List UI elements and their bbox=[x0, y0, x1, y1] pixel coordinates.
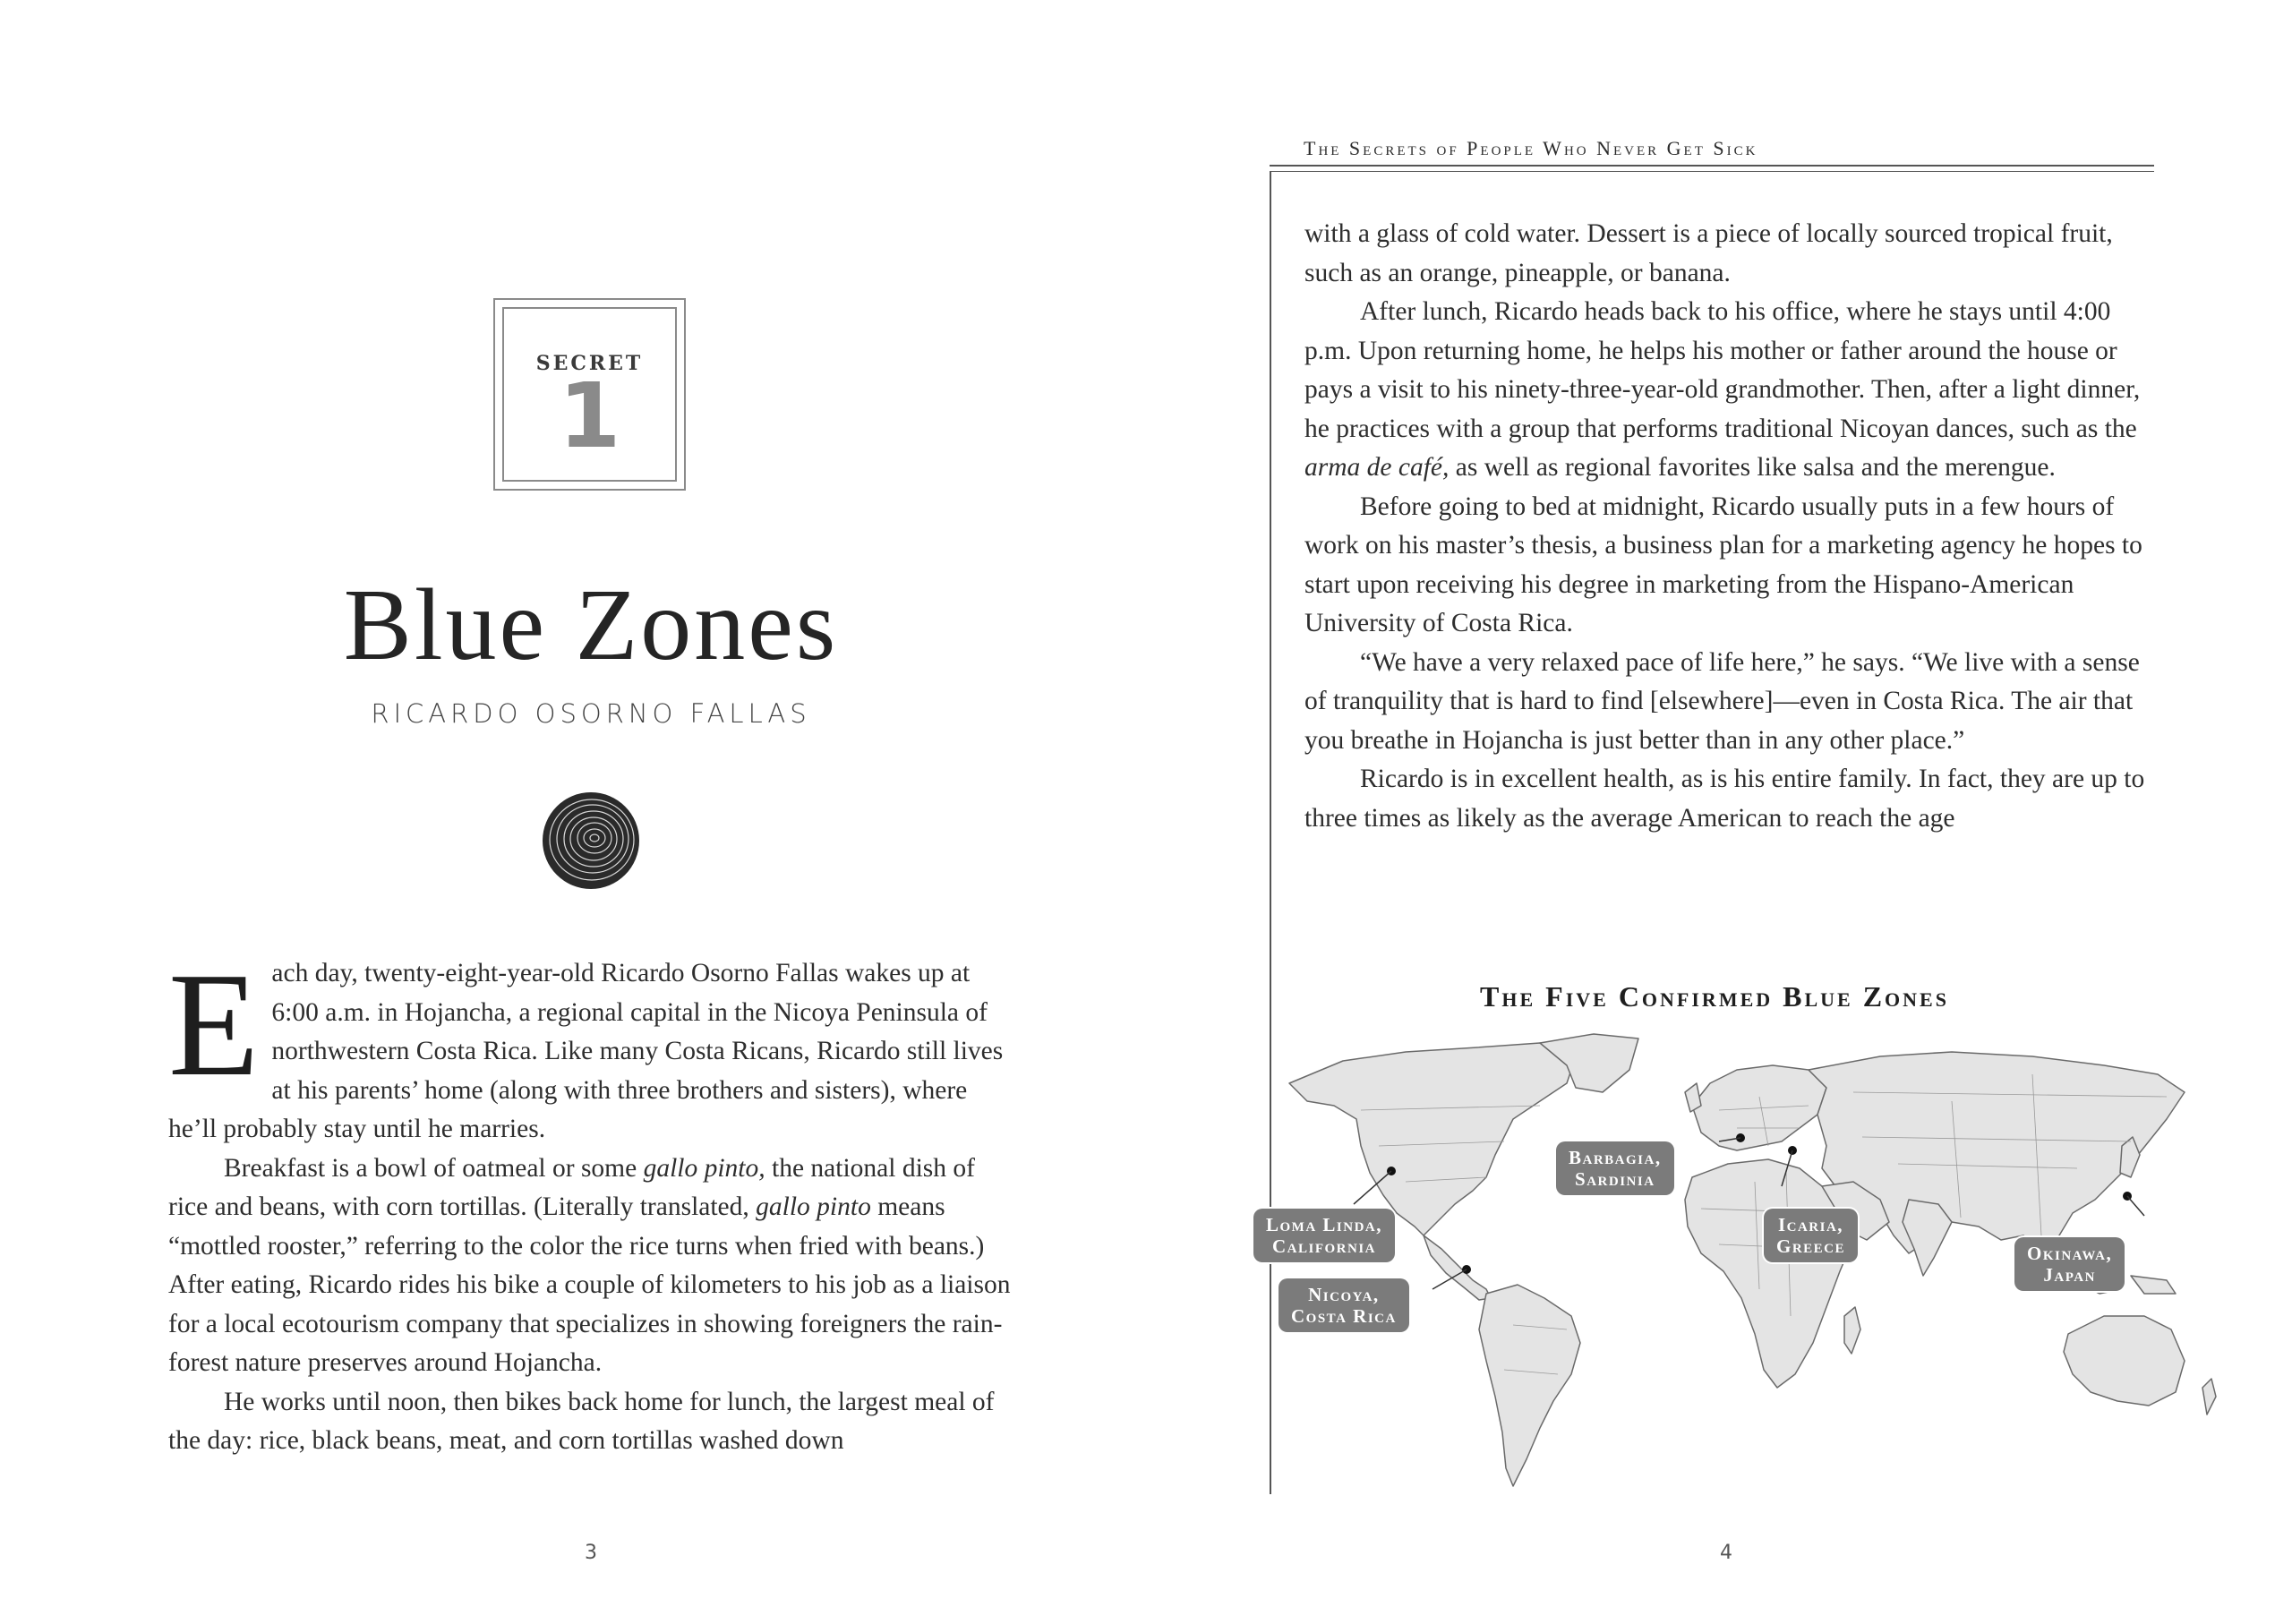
secret-number: 1 bbox=[558, 363, 621, 468]
italic-term: arma de café, bbox=[1304, 453, 1450, 482]
callout-line: Loma Linda, bbox=[1266, 1214, 1383, 1235]
callout-line: Greece bbox=[1776, 1235, 1846, 1257]
callout-okinawa bbox=[2014, 1237, 2125, 1291]
callout-line: Icaria, bbox=[1777, 1214, 1844, 1235]
secret-box-inner-frame bbox=[502, 307, 677, 482]
text-run: Breakfast is a bowl of oatmeal or some bbox=[224, 1153, 644, 1183]
italic-term: gallo pinto bbox=[756, 1192, 871, 1221]
text-run: the national dish of rice and beans, with corn tortillas. (Literally translated, bbox=[168, 1153, 975, 1221]
callout-icaria bbox=[1764, 1209, 1858, 1262]
right-paragraph-3: Before going to bed at midnight, Ricardo usually puts in a few hours of work on his master’s thesis, a business plan for a marketing agency he hopes to start upon receiving his degree in marketing from the Hispano-American University of Costa Rica. bbox=[1304, 491, 2142, 637]
page-number-left: 3 bbox=[585, 1542, 597, 1564]
chapter-subtitle: RICARDO OSORNO FALLAS bbox=[371, 698, 811, 729]
secret-label: SECRET bbox=[535, 352, 644, 375]
text-run: After lunch, Ricardo heads back to his office, where he stays until 4:00 p.m. Upon returning home, he helps his mother or father around the house or pays a visit to his ninety-three-year-old grandmother. Then, after a light dinner, he practices with a group that performs traditional Nicoyan dances, such as the bbox=[1304, 297, 2141, 443]
right-paragraph-2 bbox=[1304, 293, 2155, 488]
left-paragraph-1-text: ach day, twenty-eight-year-old Ricardo Osorno Fallas wakes up at 6:00 a.m. in Hojancha, a regional capital in the Nicoya Peninsula of northwestern Costa Rica. Like many Costa Ricans, Ricardo still lives at his parents’ home (along with three brothers and sisters), where he’ll probably stay until he marries. bbox=[168, 959, 1004, 1143]
page-number-right: 4 bbox=[1720, 1542, 1732, 1564]
callout-line: Costa Rica bbox=[1291, 1305, 1397, 1327]
right-body-text bbox=[1304, 215, 2155, 838]
right-paragraph-5: Ricardo is in excellent health, as is his entire family. In fact, they are up to three times as likely as the average American to reach the age bbox=[1304, 765, 2145, 833]
map-title: The Five Confirmed Blue Zones bbox=[1480, 980, 1949, 1013]
header-rule-top bbox=[1270, 165, 2154, 167]
callout-nicoya bbox=[1279, 1278, 1409, 1332]
running-head: The Secrets of People Who Never Get Sick bbox=[1304, 137, 1758, 159]
chapter-title: Blue Zones bbox=[343, 568, 839, 681]
italic-term: gallo pinto, bbox=[643, 1153, 765, 1183]
right-paragraph-4: “We have a very relaxed pace of life here,” he says. “We live with a sense of tranquility that is hard to find [elsewhere]—even in Costa Rica. The air that you breathe in Hojancha is just better than in any other place.” bbox=[1304, 647, 2140, 755]
text-run: means “mottled rooster,” referring to the color the rice turns when fried with beans.) After eating, Ricardo rides his bike a couple of kilometers to his job as a liaison for a local ecotourism company that specializes in showing foreigners the rain-forest nature preserves around Hojancha. bbox=[168, 1192, 1011, 1377]
left-paragraph-1 bbox=[168, 942, 1014, 1150]
callout-line: Nicoya, bbox=[1308, 1284, 1380, 1305]
drop-cap: E bbox=[168, 942, 260, 1107]
callout-line: Barbagia, bbox=[1569, 1147, 1662, 1168]
tree-ring-icon bbox=[540, 790, 642, 892]
callout-barbagia bbox=[1556, 1141, 1674, 1195]
left-paragraph-3: He works until noon, then bikes back home for lunch, the largest meal of the day: rice, black beans, meat, and corn tortillas washed down bbox=[168, 1387, 995, 1455]
text-run: as well as regional favorites like salsa and the merengue. bbox=[1449, 453, 2056, 482]
left-body-text bbox=[168, 942, 1014, 1461]
callout-line: Okinawa, bbox=[2027, 1243, 2113, 1264]
callout-loma-linda bbox=[1253, 1209, 1395, 1262]
callout-line: Japan bbox=[2043, 1264, 2096, 1286]
header-rule-bottom bbox=[1270, 171, 2154, 172]
left-paragraph-2 bbox=[168, 1150, 1014, 1383]
callout-line: Sardinia bbox=[1575, 1168, 1655, 1190]
secret-number-box bbox=[493, 298, 686, 491]
callout-line: California bbox=[1272, 1235, 1377, 1257]
right-paragraph-1: with a glass of cold water. Dessert is a piece of locally sourced tropical fruit, such as an orange, pineapple, or banana. bbox=[1304, 219, 2113, 287]
